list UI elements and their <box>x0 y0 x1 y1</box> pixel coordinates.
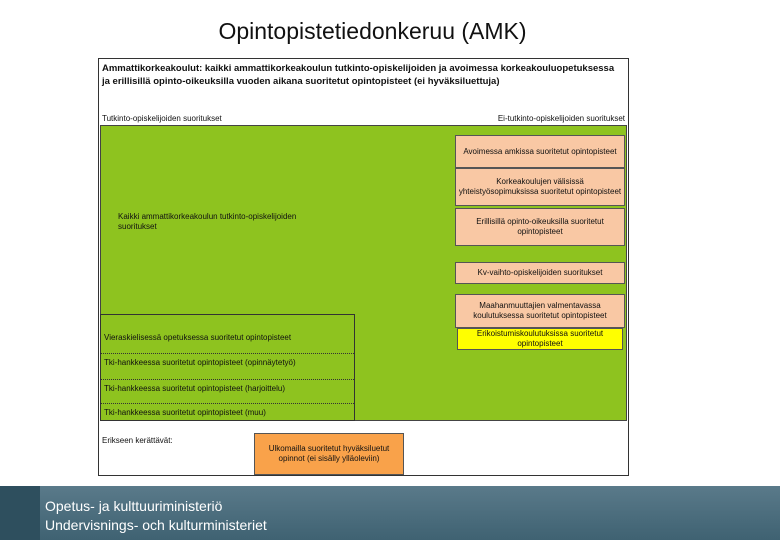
footer-line-1: Opetus- ja kulttuuriministeriö <box>45 498 223 514</box>
diagram-header: Ammattikorkeakoulut: kaikki ammattikorkeakoulun tutkinto-opiskelijoiden ja avoimessa korkeakouluopetuksessa ja erillisillä opinto-oikeuksilla vuoden aikana suoritetut opintopisteet (ei hyväksiluettuja) <box>102 63 615 87</box>
right-box-avoin: Avoimessa amkissa suoritetut opintopisteet <box>455 135 625 168</box>
right-box-kv-vaihto: Kv-vaihto-opiskelijoiden suoritukset <box>455 262 625 284</box>
right-box-erikoistuminen: Erikoistumiskoulutuksissa suoritetut opintopisteet <box>457 328 623 350</box>
right-box-maahanmuuttajat: Maahanmuuttajien valmentavassa koulutuksessa suoritetut opintopisteet <box>455 294 625 328</box>
right-box-yhteistyo: Korkeakoulujen välisissä yhteistyösopimuksissa suoritetut opintopisteet <box>455 168 625 206</box>
left-row-muu: Tki-hankkeessa suoritetut opintopisteet (muu) <box>101 403 354 421</box>
left-row-opinnaytetyo: Tki-hankkeessa suoritetut opintopisteet (opinnäytetyö) <box>101 353 354 379</box>
abroad-box: Ulkomailla suoritetut hyväksiluetut opinnot (ei sisälly ylläoleviin) <box>254 433 404 475</box>
separately-label: Erikseen kerättävät: <box>102 436 173 445</box>
left-rows-box <box>100 314 355 421</box>
footer-line-2: Undervisnings- och kulturministeriet <box>45 517 267 533</box>
left-row-harjoittelu: Tki-hankkeessa suoritetut opintopisteet (harjoittelu) <box>101 379 354 403</box>
right-column-label: Ei-tutkinto-opiskelijoiden suoritukset <box>497 114 625 123</box>
footer-accent <box>0 486 40 540</box>
right-box-erillinen: Erillisillä opinto-oikeuksilla suoritetut opintopisteet <box>455 208 625 246</box>
left-row-vieraskielinen: Vieraskielisessä opetuksessa suoritetut opintopisteet <box>104 333 292 342</box>
page-title: Opintopistetiedonkeruu (AMK) <box>218 18 527 44</box>
green-main-label: Kaikki ammattikorkeakoulun tutkinto-opiskelijoiden suoritukset <box>118 212 297 231</box>
left-column-label: Tutkinto-opiskelijoiden suoritukset <box>102 114 222 123</box>
